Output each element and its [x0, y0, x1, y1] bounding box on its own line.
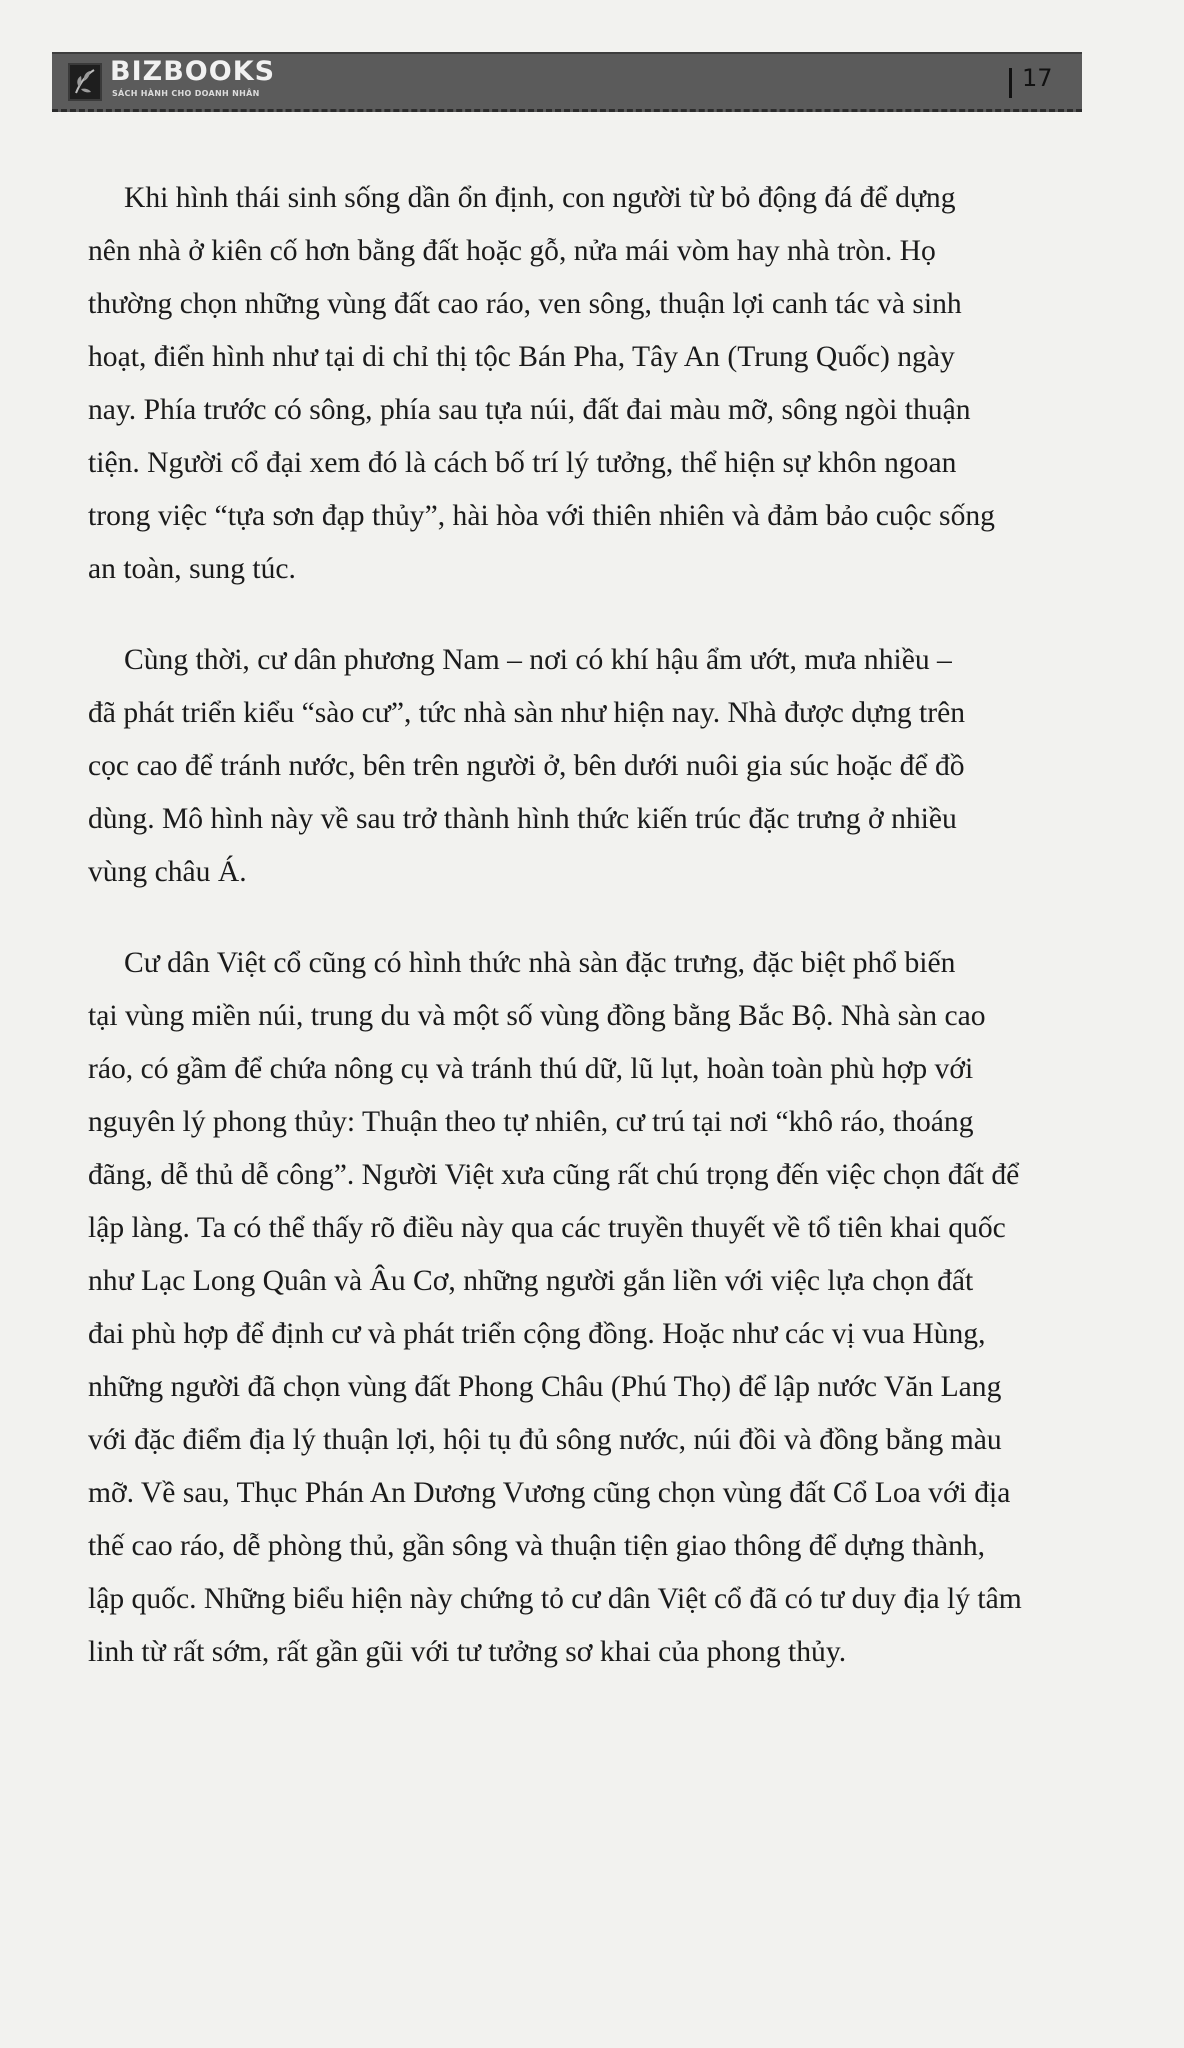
text-line: linh từ rất sớm, rất gần gũi với tư tưởng sơ khai của phong thủy.: [88, 1636, 847, 1668]
text-line: thế cao ráo, dễ phòng thủ, gần sông và thuận tiện giao thông để dựng thành,: [88, 1530, 986, 1562]
text-line: Cư dân Việt cổ cũng có hình thức nhà sàn đặc trưng, đặc biệt phổ biến: [124, 947, 956, 979]
text-line: đai phù hợp để định cư và phát triển cộng đồng. Hoặc như các vị vua Hùng,: [88, 1318, 986, 1350]
text-line: nên nhà ở kiên cố hơn bằng đất hoặc gỗ, nửa mái vòm hay nhà tròn. Họ: [88, 235, 936, 267]
page-number: 17: [1022, 64, 1053, 92]
text-line: những người đã chọn vùng đất Phong Châu (Phú Thọ) để lập nước Văn Lang: [88, 1371, 1002, 1403]
text-line: như Lạc Long Quân và Âu Cơ, những người gắn liền với việc lựa chọn đất: [88, 1265, 974, 1297]
text-line: đãng, dễ thủ dễ công”. Người Việt xưa cũng rất chú trọng đến việc chọn đất để: [88, 1159, 1020, 1191]
brand-tagline: SÁCH HÀNH CHO DOANH NHÂN: [112, 89, 260, 98]
text-line: Cùng thời, cư dân phương Nam – nơi có khí hậu ẩm ướt, mưa nhiều –: [124, 644, 952, 676]
text-line: vùng châu Á.: [88, 856, 247, 888]
paragraph: [88, 172, 1074, 596]
text-line: lập quốc. Những biểu hiện này chứng tỏ cư dân Việt cổ đã có tư duy địa lý tâm: [88, 1583, 1022, 1615]
body-text: [88, 172, 1074, 1717]
paragraph: [88, 937, 1074, 1679]
text-line: tại vùng miền núi, trung du và một số vùng đồng bằng Bắc Bộ. Nhà sàn cao: [88, 1000, 986, 1032]
text-line: nay. Phía trước có sông, phía sau tựa núi, đất đai màu mỡ, sông ngòi thuận: [88, 394, 971, 426]
text-line: dùng. Mô hình này về sau trở thành hình thức kiến trúc đặc trưng ở nhiều: [88, 803, 957, 835]
text-line: mỡ. Về sau, Thục Phán An Dương Vương cũng chọn vùng đất Cổ Loa với địa: [88, 1477, 1011, 1509]
brand-name: BIZBOOKS: [110, 56, 276, 87]
text-line: trong việc “tựa sơn đạp thủy”, hài hòa với thiên nhiên và đảm bảo cuộc sống: [88, 500, 995, 532]
page-number-divider: [1009, 68, 1012, 98]
text-line: thường chọn những vùng đất cao ráo, ven sông, thuận lợi canh tác và sinh: [88, 288, 962, 320]
text-line: ráo, có gầm để chứa nông cụ và tránh thú dữ, lũ lụt, hoàn toàn phù hợp với: [88, 1053, 974, 1085]
text-line: tiện. Người cổ đại xem đó là cách bố trí lý tưởng, thể hiện sự khôn ngoan: [88, 447, 957, 479]
text-line: cọc cao để tránh nước, bên trên người ở, bên dưới nuôi gia súc hoặc để đồ: [88, 750, 965, 782]
text-line: với đặc điểm địa lý thuận lợi, hội tụ đủ sông nước, núi đồi và đồng bằng màu: [88, 1424, 1002, 1456]
text-line: an toàn, sung túc.: [88, 553, 296, 585]
text-line: Khi hình thái sinh sống dần ổn định, con người từ bỏ động đá để dựng: [124, 182, 956, 214]
text-line: đã phát triển kiểu “sào cư”, tức nhà sàn như hiện nay. Nhà được dựng trên: [88, 697, 966, 729]
text-line: nguyên lý phong thủy: Thuận theo tự nhiên, cư trú tại nơi “khô ráo, thoáng: [88, 1106, 974, 1138]
text-line: hoạt, điển hình như tại di chỉ thị tộc Bán Pha, Tây An (Trung Quốc) ngày: [88, 341, 955, 373]
text-line: lập làng. Ta có thể thấy rõ điều này qua các truyền thuyết về tổ tiên khai quốc: [88, 1212, 1006, 1244]
book-leaf-logo-icon: [68, 63, 102, 101]
page-header-band: [52, 52, 1082, 112]
paragraph: [88, 634, 1074, 899]
